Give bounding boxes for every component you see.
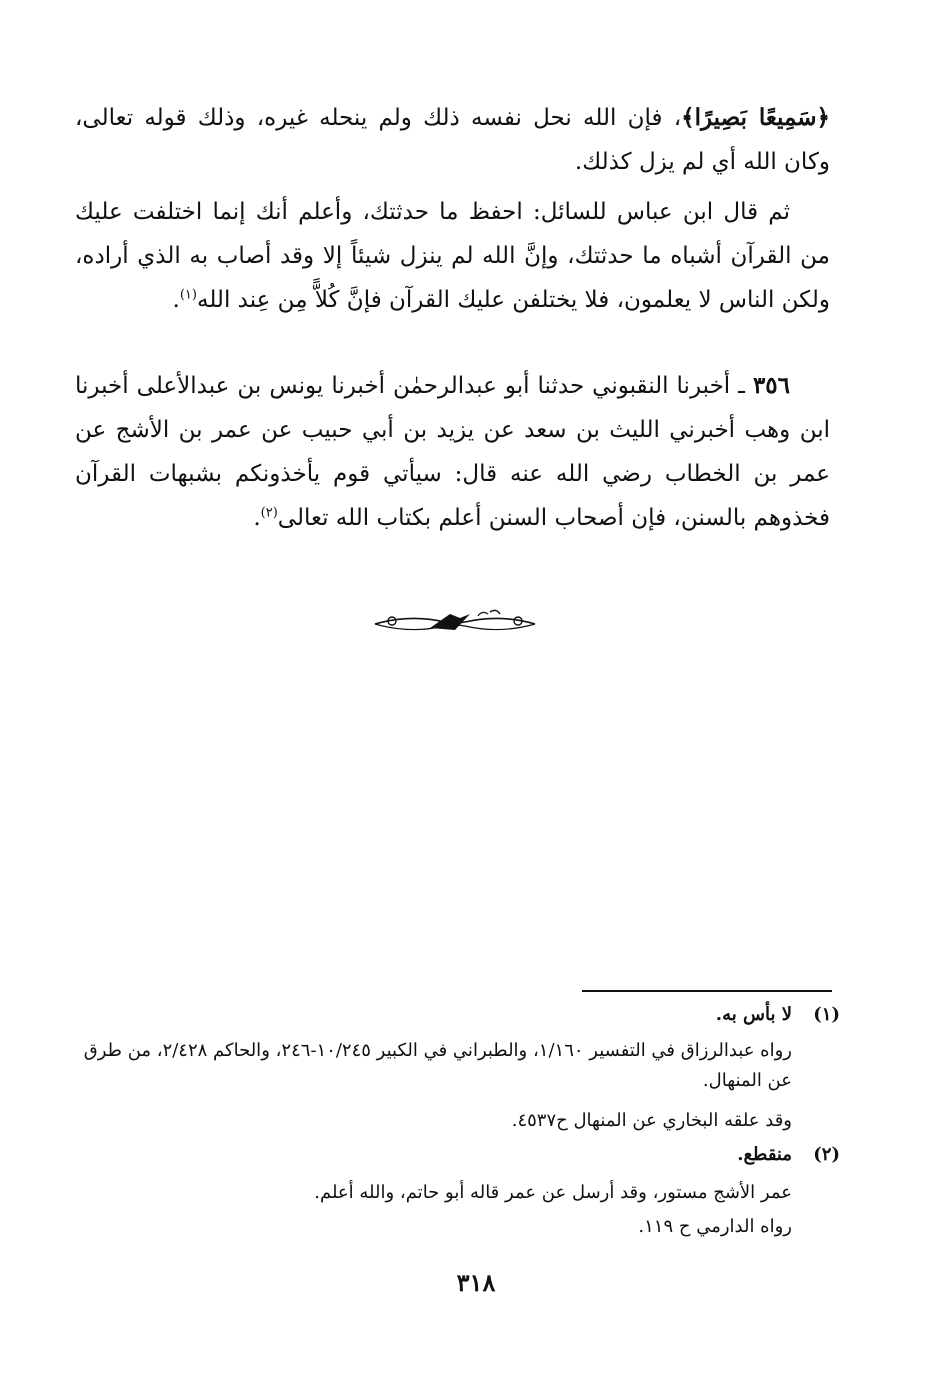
paragraph-1-text: ، فإن الله نحل نفسه ذلك ولم ينحله غيره، وذلك قوله تعالى، وكان الله أي لم يزل كذلك.	[75, 105, 830, 175]
footnote-1-line-1: رواه عبدالرزاق في التفسير ١/١٦٠، والطبراني في الكبير ١٠/٢٤٥-٢٤٦، والحاكم ٢/٤٢٨، من طرق عن المنهال.	[83, 1040, 792, 1091]
paragraph-2-text: ثم قال ابن عباس للسائل: احفظ ما حدثتك، وأعلم أنك إنما اختلفت عليك من القرآن أشباه ما حدثتك، وإنَّ الله لم ينزل شيئاً إلا وقد أصاب به الذي أراده، ولكن الناس لا يعلمون، فلا يختلفن عليك القرآن فإنَّ كُلاًّ مِن عِند الله	[75, 199, 830, 313]
footnote-2-line-1: عمر الأشج مستور، وقد أرسل عن عمر قاله أبو حاتم، والله أعلم.	[314, 1182, 792, 1203]
footnote-2-line-2: رواه الدارمي ح ١١٩.	[638, 1216, 792, 1237]
footnote-1-number: (١)	[813, 1004, 840, 1025]
footnote-2-title: منقطع.	[737, 1144, 792, 1165]
hadith-text: ـ أخبرنا النقبوني حدثنا أبو عبدالرحمٰن أخبرنا يونس بن عبدالأعلى أخبرنا ابن وهب أخبرني الليث بن سعد عن يزيد بن أبي حبيب عن عمر بن الأشج عن عمر بن الخطاب رضي الله عنه قال: سيأتي قوم يأخذونكم بشبهات القرآن فخذوهم بالسنن، فإن أصحاب السنن أعلم بكتاب الله تعالى	[75, 373, 830, 531]
footnote-1-line-2: وقد علقه البخاري عن المنهال ح٤٥٣٧.	[511, 1110, 792, 1131]
page-number: ٣١٨	[456, 1268, 496, 1297]
footnote-2-number: (٢)	[813, 1144, 840, 1165]
paragraph-2-end: .	[172, 287, 180, 313]
footnote-divider	[582, 990, 832, 992]
section-ornament-icon	[370, 604, 540, 640]
footnote-1-title: لا بأس به.	[715, 1004, 792, 1025]
footnote-ref-1: (١)	[179, 287, 197, 303]
hadith-end: .	[253, 505, 261, 531]
paragraph-1	[75, 96, 830, 184]
footnote-ref-2: (٢)	[260, 505, 278, 521]
paragraph-2	[75, 190, 830, 322]
hadith-number: ٣٥٦	[752, 372, 790, 399]
hadith-356	[75, 364, 830, 540]
quran-verse: ﴿سَمِيعًا بَصِيرًا﴾	[681, 104, 830, 131]
